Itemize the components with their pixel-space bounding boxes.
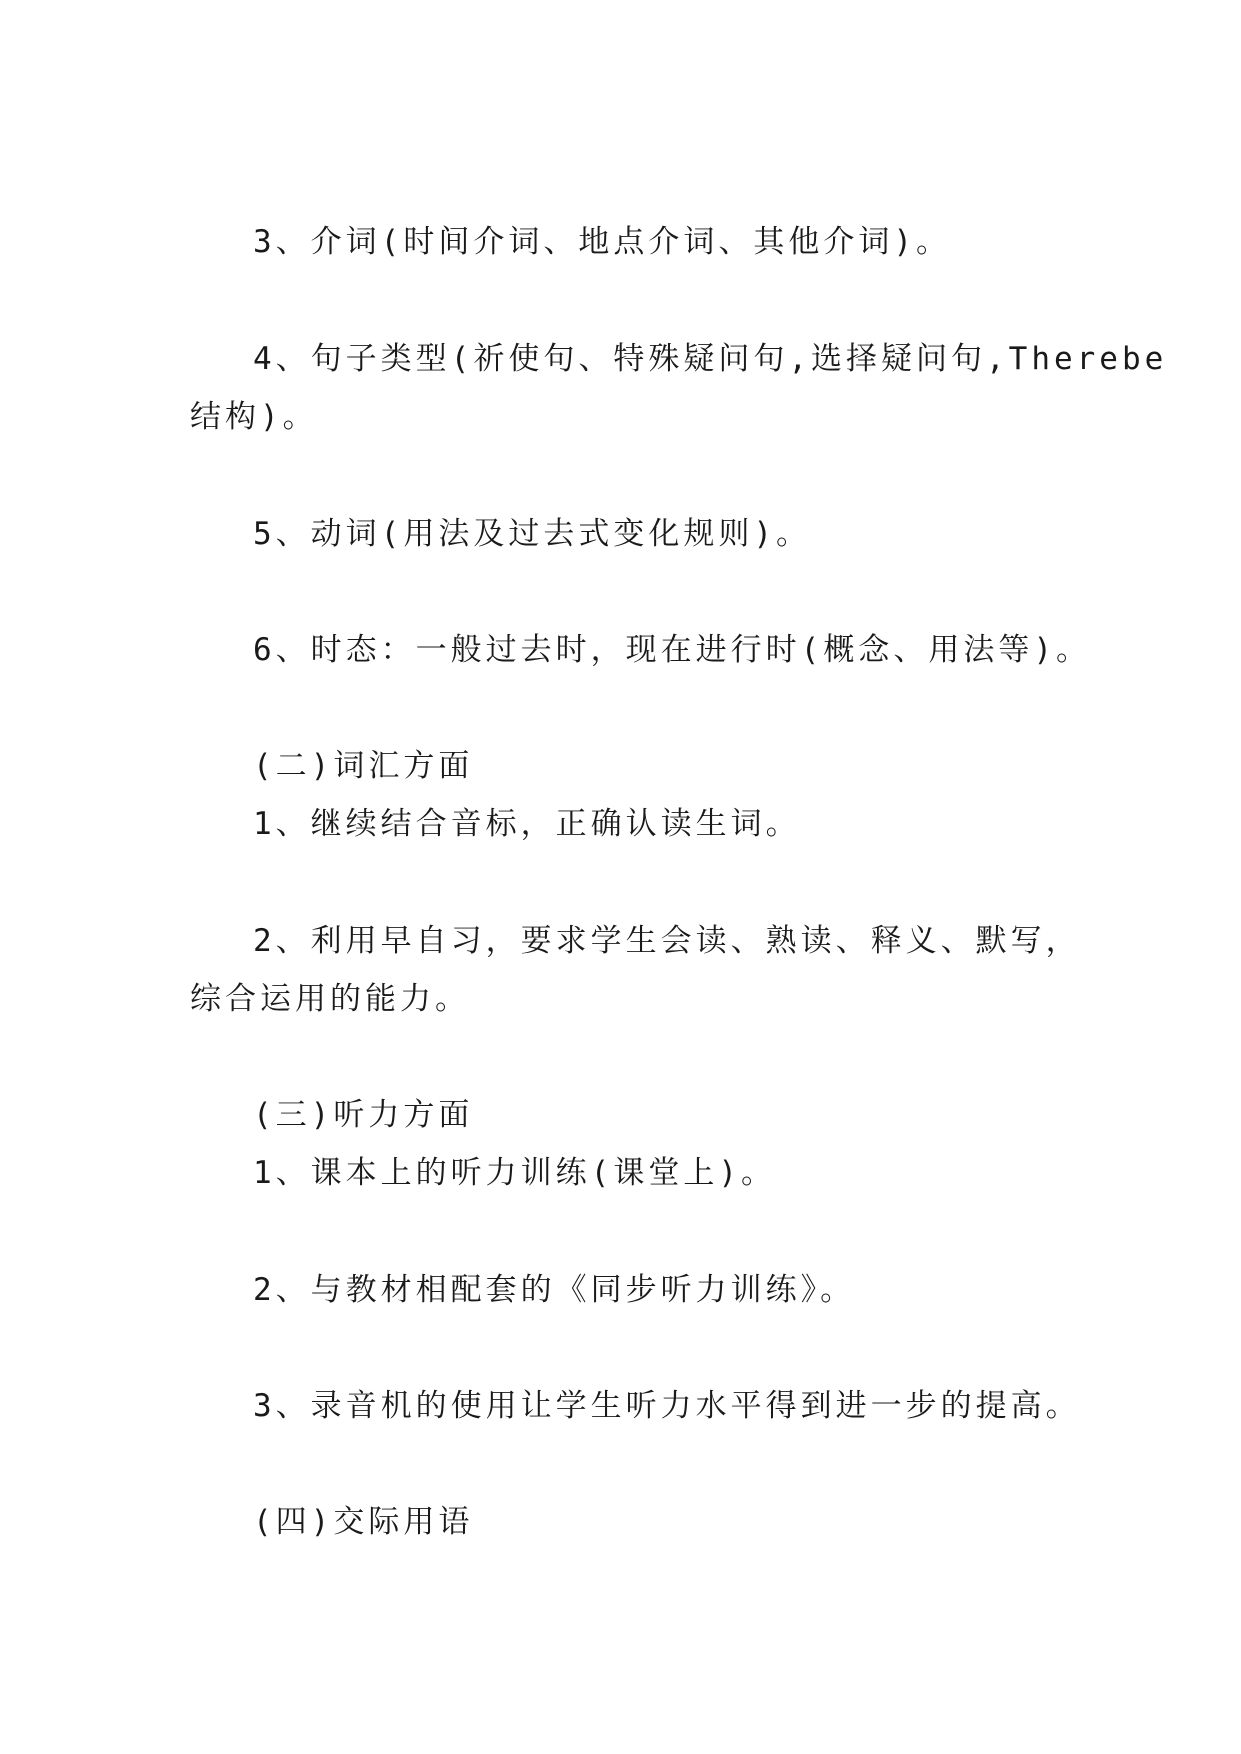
paragraph-phonetics: 1、继续结合音标，正确认读生词。 (253, 806, 801, 842)
paragraph-tape-recorder: 3、录音机的使用让学生听力水平得到进一步的提高。 (253, 1388, 1081, 1424)
paragraph-prepositions: 3、介词(时间介词、地点介词、其他介词)。 (253, 224, 951, 260)
paragraph-textbook-listening: 1、课本上的听力训练(课堂上)。 (253, 1155, 776, 1191)
paragraph-sentence-types: 4、句子类型(祈使句、特殊疑问句,选择疑问句,Therebe (253, 341, 1168, 377)
paragraph-morning-study-cont: 综合运用的能力。 (190, 981, 470, 1017)
paragraph-verbs: 5、动词(用法及过去式变化规则)。 (253, 516, 811, 552)
paragraph-sentence-types-cont: 结构)。 (190, 399, 318, 435)
paragraph-sync-listening: 2、与教材相配套的《同步听力训练》。 (253, 1272, 856, 1308)
section-heading-vocabulary: (二)词汇方面 (253, 748, 474, 784)
section-heading-communication: (四)交际用语 (253, 1504, 474, 1540)
paragraph-tenses: 6、时态：一般过去时，现在进行时(概念、用法等)。 (253, 632, 1091, 668)
paragraph-morning-study: 2、利用早自习，要求学生会读、熟读、释义、默写， (253, 923, 1081, 959)
section-heading-listening: (三)听力方面 (253, 1097, 474, 1133)
